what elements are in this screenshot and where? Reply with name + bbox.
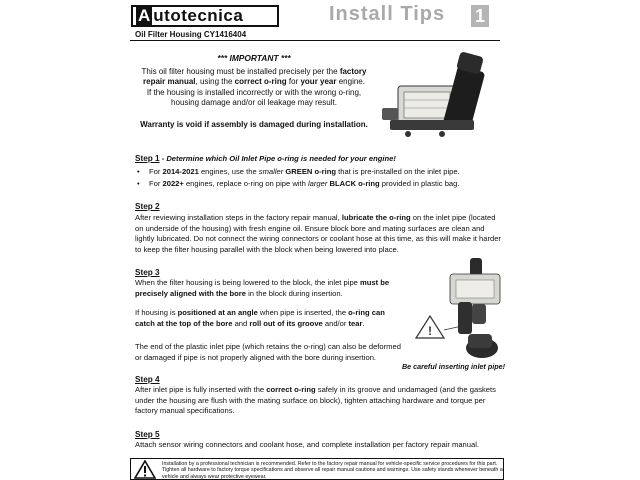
step-5-section — [135, 430, 505, 451]
brand-logo-initial: A — [138, 6, 151, 25]
oring-text: For — [149, 166, 163, 176]
step-3-text: and — [232, 318, 250, 328]
safety-disclaimer — [130, 458, 504, 480]
important-heading: *** IMPORTANT *** — [217, 53, 291, 63]
oring-size: larger — [307, 178, 328, 188]
step-3-paragraph-2 — [135, 308, 403, 329]
step-3-catch: o-ring can catch at the top of the bore — [135, 308, 385, 328]
oring-color: BLACK o-ring — [327, 178, 380, 188]
step-3-text: when pipe is inserted, the — [257, 308, 349, 317]
oil-filter-housing-image — [380, 48, 500, 138]
svg-text:!: ! — [428, 324, 432, 338]
step-3-roll: roll out of its groove — [249, 318, 323, 328]
inlet-pipe-illustration — [416, 258, 500, 358]
brand-logo — [131, 5, 279, 27]
step-4-section — [135, 375, 505, 417]
step-3-text: If housing is — [135, 308, 178, 317]
step-3-angle: positioned at an angle — [177, 308, 258, 317]
step-3-heading: Step 3 — [135, 268, 160, 277]
important-text-2: , using the — [195, 77, 233, 86]
step-2-text — [135, 213, 505, 255]
step-5-text: Attach sensor wiring connectors and coolant hose, and complete installation per factory repair manual. — [135, 440, 480, 449]
part-title: Oil Filter Housing CY1416404 — [135, 30, 247, 39]
step-4-text-c: safely in its groove and undamaged (and the gaskets under the housing are flush with the mating surface on block), tighten attaching hardware and torque per factory manual specifications. — [135, 385, 496, 415]
oring-size: smaller — [258, 166, 284, 176]
step-3-caption: Be careful inserting inlet pipe! — [401, 362, 505, 371]
important-text-4: engine. — [336, 77, 365, 86]
step-1-subtitle: Determine which Oil Inlet Pipe o-ring is needed for your engine! — [166, 154, 396, 163]
step-4-correct-oring: correct o-ring — [266, 385, 316, 394]
important-paragraph — [134, 67, 374, 88]
step-3-tear: tear — [348, 318, 363, 328]
step-3-text: and/or — [322, 318, 349, 328]
warning-icon — [134, 460, 156, 480]
step-3-text: . — [362, 318, 365, 328]
step-1-section — [135, 154, 505, 190]
step-4-text-a: After inlet pipe is fully inserted with the — [135, 385, 267, 394]
housing-illustration — [382, 51, 485, 137]
step-5-heading: Step 5 — [135, 430, 160, 439]
warranty-note: Warranty is void if assembly is damaged during installation. — [140, 120, 368, 129]
important-section — [134, 53, 374, 109]
oring-years: 2022+ — [162, 178, 184, 188]
oring-text: engines, use the — [198, 166, 259, 176]
brand-logo-text: utotecnica — [153, 6, 244, 25]
step-3-text: When the filter housing is being lowered to the block, the inlet pipe — [135, 278, 360, 287]
important-text-1: This oil filter housing must be installed precisely per the — [141, 66, 338, 76]
step-3-text: in the block during insertion. — [245, 288, 343, 298]
disclaimer-text: Installation by a professional technician is recommended. Refer to the factory repair manual for vehicle-specific service procedures for this part. Tighten all hardware to factory torque specifications and observe all repair manual cautions and warnings. Use safety stands whenever beneath a vehicle and always wear protective eyewear. — [162, 461, 503, 480]
oring-list — [135, 166, 505, 190]
step-1-dash: - — [159, 154, 167, 163]
inlet-pipe-image — [410, 256, 505, 361]
important-line-3: housing damage and/or oil leakage may result. — [171, 98, 337, 107]
oring-list-item — [135, 166, 505, 178]
oring-text: engines, replace o-ring on pipe with — [183, 178, 308, 188]
oring-list-item — [135, 178, 505, 190]
important-your-year: your year — [300, 77, 337, 86]
step-2-section — [135, 202, 505, 255]
step-3-section — [135, 268, 403, 329]
step-2-lubricate: lubricate the o-ring — [341, 213, 411, 222]
step-2-text-a: After reviewing installation steps in the factory repair manual, — [135, 213, 342, 222]
important-factory-manual: factory repair manual — [143, 66, 367, 86]
important-correct-oring: correct o-ring — [234, 77, 287, 86]
step-4-text — [135, 385, 505, 417]
header-divider — [130, 40, 500, 41]
oring-text: that is pre-installed on the inlet pipe. — [336, 166, 460, 176]
step-3-aligned: must be precisely aligned with the bore — [135, 278, 390, 298]
step-1-heading: Step 1 — [135, 154, 160, 163]
important-text-3: for — [286, 77, 299, 86]
step-2-text-c: on the inlet pipe (located on underside of the housing) with fresh engine oil. Ensure block bore and mating surfaces are clean and lightly lubricated. Do not connect the wiring connectors or coolant hose at this time, as this will make it harder to keep the filter housing parallel with the block when being lowered into place. — [135, 213, 501, 254]
install-tips-title: Install Tips — [329, 3, 446, 25]
step-3-paragraph-3: The end of the plastic inlet pipe (which retains the o-ring) can also be deformed or damaged if pipe is not properly aligned with the bore during insertion. — [135, 342, 401, 362]
install-tips-number: 1 — [471, 5, 489, 27]
step-3-paragraph-1 — [135, 278, 403, 299]
oring-years: 2014-2021 — [162, 166, 199, 176]
oring-color: GREEN o-ring — [283, 166, 337, 176]
step-2-heading: Step 2 — [135, 202, 160, 211]
oring-text: For — [149, 178, 163, 188]
step-4-heading: Step 4 — [135, 375, 160, 384]
important-line-2: If the housing is installed incorrectly or with the wrong o-ring, — [146, 87, 362, 97]
oring-text: provided in plastic bag. — [379, 178, 460, 188]
